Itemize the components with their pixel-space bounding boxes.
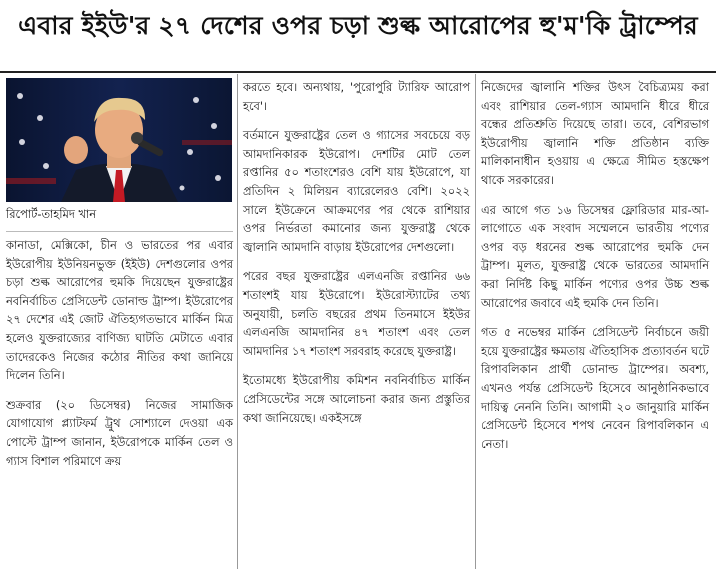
headline-divider xyxy=(0,71,716,73)
headline: এবার ইইউ'র ২৭ দেশের ওপর চড়া শুল্ক আরোপের হু'ম'কি ট্রাম্পের xyxy=(18,11,698,40)
paragraph: করতে হবে। অন্যথায়, 'পুরোপুরি ট্যারিফ আরোপ হবে'। xyxy=(243,80,470,113)
article-column-3 xyxy=(481,78,709,464)
paragraph: পরের বছর যুক্তরাষ্ট্রের এলএনজি রপ্তানির ৬৬ শতাংশই যায় ইউরোপে। ইউরোস্ট্যাটের তথ্য অনুযায়ী, চলতি বছরের প্রথম তিনমাসে ইইউর এলএনজি আমদানির ৪৭ শতাংশ এবং তেল আমদানির ১৭ শতাংশ সরবরাহ করেছে যুক্তরাষ্ট্র। xyxy=(243,269,470,358)
paragraph: কানাডা, মেক্সিকো, চীন ও ভারতের পর এবার ইউরোপীয় ইউনিয়নভুক্ত (ইইউ) দেশগুলোর ওপর চড়া শুল্ক আরোপের হুমকি দিয়েছেন যুক্তরাষ্ট্রের নবনির্বাচিত প্রেসিডেন্ট ডোনাল্ড ট্রাম্প। ইউরোপের ২৭ দেশের এই জোট ঐতিহ্যগতভাবে মার্কিন মিত্র হলেও যুক্তরাজ্যের বাণিজ্য ঘাটতি মেটাতে এবার তাদেরকেও নিজের কঠোর নীতির কথা জানিয়ে দিলেন তিনি। xyxy=(6,238,233,383)
column-divider xyxy=(475,74,476,569)
article-column-2 xyxy=(243,78,470,438)
paragraph: গত ৫ নভেম্বর মার্কিন প্রেসিডেন্ট নির্বাচনে জয়ী হয়ে যুক্তরাষ্ট্রের ক্ষমতায় ঐতিহাসিক প্রত্যাবর্তন ঘটে রিপাবলিকান প্রার্থী ডোনাল্ড ট্রাম্পের। অবশ্য, এখনও পর্যন্ত প্রেসিডেন্ট হিসেবে আনুষ্ঠানিকভাবে দায়িত্ব নেননি তিনি। আগামী ২০ জানুয়ারি মার্কিন প্রেসিডেন্ট হিসেবে শপথ নেবেন রিপাবলিকান এ নেতা। xyxy=(481,325,709,451)
article-column-1 xyxy=(6,236,233,481)
paragraph: এর আগে গত ১৬ ডিসেম্বর ফ্লোরিডার মার-আ-লাগোতে এক সংবাদ সম্মেলনে ভারতীয় পণ্যের ওপর বড় ধরনের শুল্ক আরোপের হুমকি দেন ট্রাম্প। মূলত, যুক্তরাষ্ট্র থেকে ভারতের আমদানি করা নির্দিষ্ট কিছু মার্কিন পণ্যের ওপর উচ্চ শুল্ক আরোপের জবাবে এই হুমকি দেন তিনি। xyxy=(481,202,709,310)
paragraph: শুক্রবার (২০ ডিসেম্বর) নিজের সামাজিক যোগাযোগ প্ল্যাটফর্ম ট্রুথ সোশ্যালে দেওয়া এক পোস্টে ট্রাম্প জানান, ইউরোপকে মার্কিন তেল ও গ্যাস বিশাল পরিমাণে ক্রয় xyxy=(6,397,233,468)
person-speaking-photo-icon xyxy=(6,78,232,202)
paragraph: বর্তমানে যুক্তরাষ্ট্রের তেল ও গ্যাসের সবচেয়ে বড় আমদানিকারক ইউরোপ। দেশটির মোট তেল রপ্তানির ৫০ শতাংশেরও বেশি যায় ইউরোপে, যা প্রতিদিন ২ মিলিয়ন ব্যারেলেরও বেশি। ২০২২ সালে ইউক্রেনে আক্রমণের পর থেকে রাশিয়ার ওপর নির্ভরতা কমানোর জন্য যুক্তরাষ্ট্র থেকে জ্বালানি আমদানি বাড়ায় ইউরোপের দেশগুলো। xyxy=(243,128,470,254)
column-divider xyxy=(237,74,238,569)
byline: রিপোর্ট-তাহমিদ খান xyxy=(6,206,233,232)
paragraph: ইতোমধ্যে ইউরোপীয় কমিশন নবনির্বাচিত মার্কিন প্রেসিডেন্টের সঙ্গে আলোচনা করার জন্য প্রস্তুতির কথা জানিয়েছে। একইসঙ্গে xyxy=(243,373,470,425)
article-photo xyxy=(6,78,232,202)
paragraph: নিজেদের জ্বালানি শক্তির উৎস বৈচিত্র্যময় করা এবং রাশিয়ার তেল-গ্যাস আমদানি ধীরে ধীরে বন্ধের প্রতিশ্রুতি দিয়েছে তারা। তবে, বেশিরভাগ ইউরোপীয় জ্বালানি শক্তি প্রতিষ্ঠান ব্যক্তি মালিকানাধীন হওয়ায় এ ক্ষেত্রে সীমিত হস্তক্ষেপ থাকে সরকারের। xyxy=(481,80,709,187)
